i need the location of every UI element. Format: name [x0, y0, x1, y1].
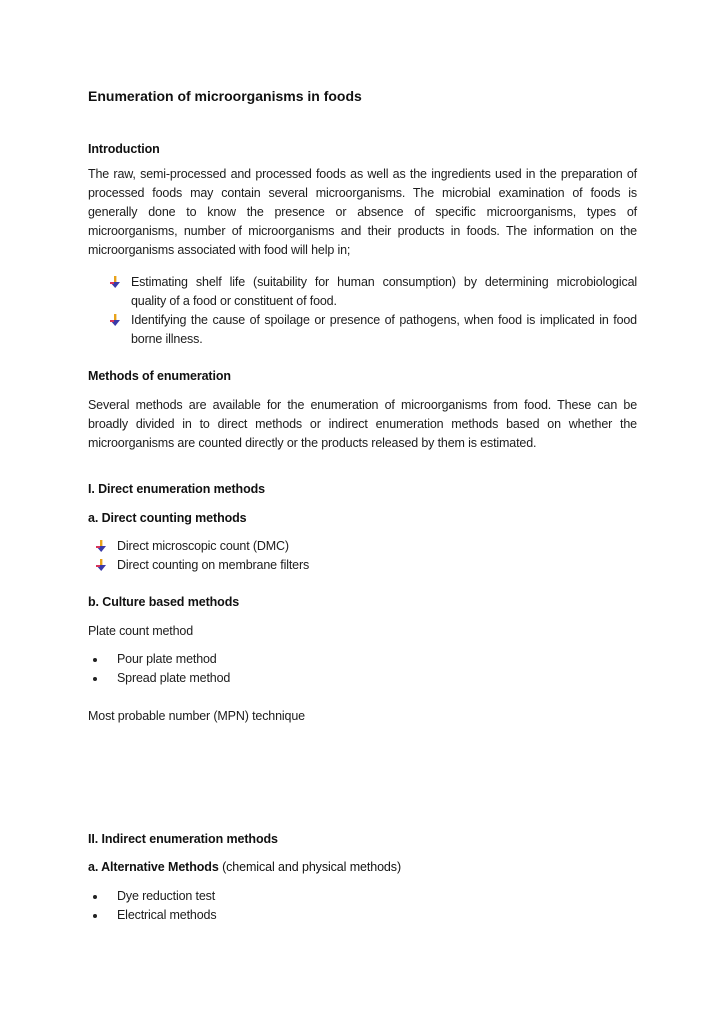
list-item-text: Spread plate method [117, 671, 231, 685]
paragraph-line: processed foods may contain several microorganisms. The microbial examination of foods is [88, 186, 637, 200]
culture-methods-heading: b. Culture based methods [88, 595, 240, 609]
alternative-methods-heading [88, 860, 401, 874]
alternative-methods-title: a. Alternative Methods [88, 860, 219, 874]
indirect-methods-heading: II. Indirect enumeration methods [88, 832, 278, 846]
introduction-heading: Introduction [88, 142, 160, 156]
paragraph-line: broadly divided in to direct methods or indirect enumeration methods based on whether the [88, 417, 637, 431]
introduction-paragraph [88, 165, 637, 260]
list-item-line: Estimating shelf life (suitability for human consumption) by determining microbiological [131, 275, 637, 289]
paragraph-line: microorganisms are counted directly or the products released by them is estimated. [88, 436, 537, 450]
alternative-methods-note: (chemical and physical methods) [218, 860, 402, 874]
bullet-dot-icon [93, 677, 97, 681]
bullet-dot-icon [93, 895, 97, 899]
list-item [109, 273, 637, 311]
list-item [93, 669, 230, 688]
list-item [109, 311, 637, 349]
arrow-down-bullet-icon [109, 276, 121, 289]
list-item-line: quality of a food or constituent of food. [131, 294, 337, 308]
plate-count-label: Plate count method [88, 624, 194, 638]
list-item [95, 556, 309, 575]
paragraph-line: microorganisms, number of microorganisms and their products in foods. The information on the [88, 224, 637, 238]
methods-heading: Methods of enumeration [88, 369, 231, 383]
arrow-down-bullet-icon [109, 314, 121, 327]
bullet-dot-icon [93, 914, 97, 918]
list-item [93, 906, 216, 925]
list-item-text: Direct microscopic count (DMC) [117, 539, 289, 553]
list-item [93, 887, 215, 906]
direct-counting-heading: a. Direct counting methods [88, 511, 247, 525]
list-item [93, 650, 217, 669]
direct-methods-heading: I. Direct enumeration methods [88, 482, 265, 496]
list-item-text: Direct counting on membrane filters [117, 558, 310, 572]
paragraph-line: Several methods are available for the enumeration of microorganisms from food. These can be [88, 398, 637, 412]
list-item-text: Pour plate method [117, 652, 217, 666]
list-item-text: Electrical methods [117, 908, 217, 922]
methods-paragraph [88, 396, 637, 453]
mpn-label: Most probable number (MPN) technique [88, 709, 305, 723]
list-item-line: Identifying the cause of spoilage or presence of pathogens, when food is implicated in food [131, 313, 637, 327]
document-title: Enumeration of microorganisms in foods [88, 88, 362, 104]
list-item-line: borne illness. [131, 332, 203, 346]
arrow-down-bullet-icon [95, 559, 107, 572]
list-item-text: Dye reduction test [117, 889, 216, 903]
paragraph-line: generally done to know the presence or absence of specific microorganisms, types of [88, 205, 637, 219]
paragraph-line: microorganisms associated with food will help in; [88, 243, 351, 257]
bullet-dot-icon [93, 658, 97, 662]
arrow-down-bullet-icon [95, 540, 107, 553]
paragraph-line: The raw, semi-processed and processed foods as well as the ingredients used in the preparation of [88, 167, 637, 181]
list-item [95, 537, 289, 556]
